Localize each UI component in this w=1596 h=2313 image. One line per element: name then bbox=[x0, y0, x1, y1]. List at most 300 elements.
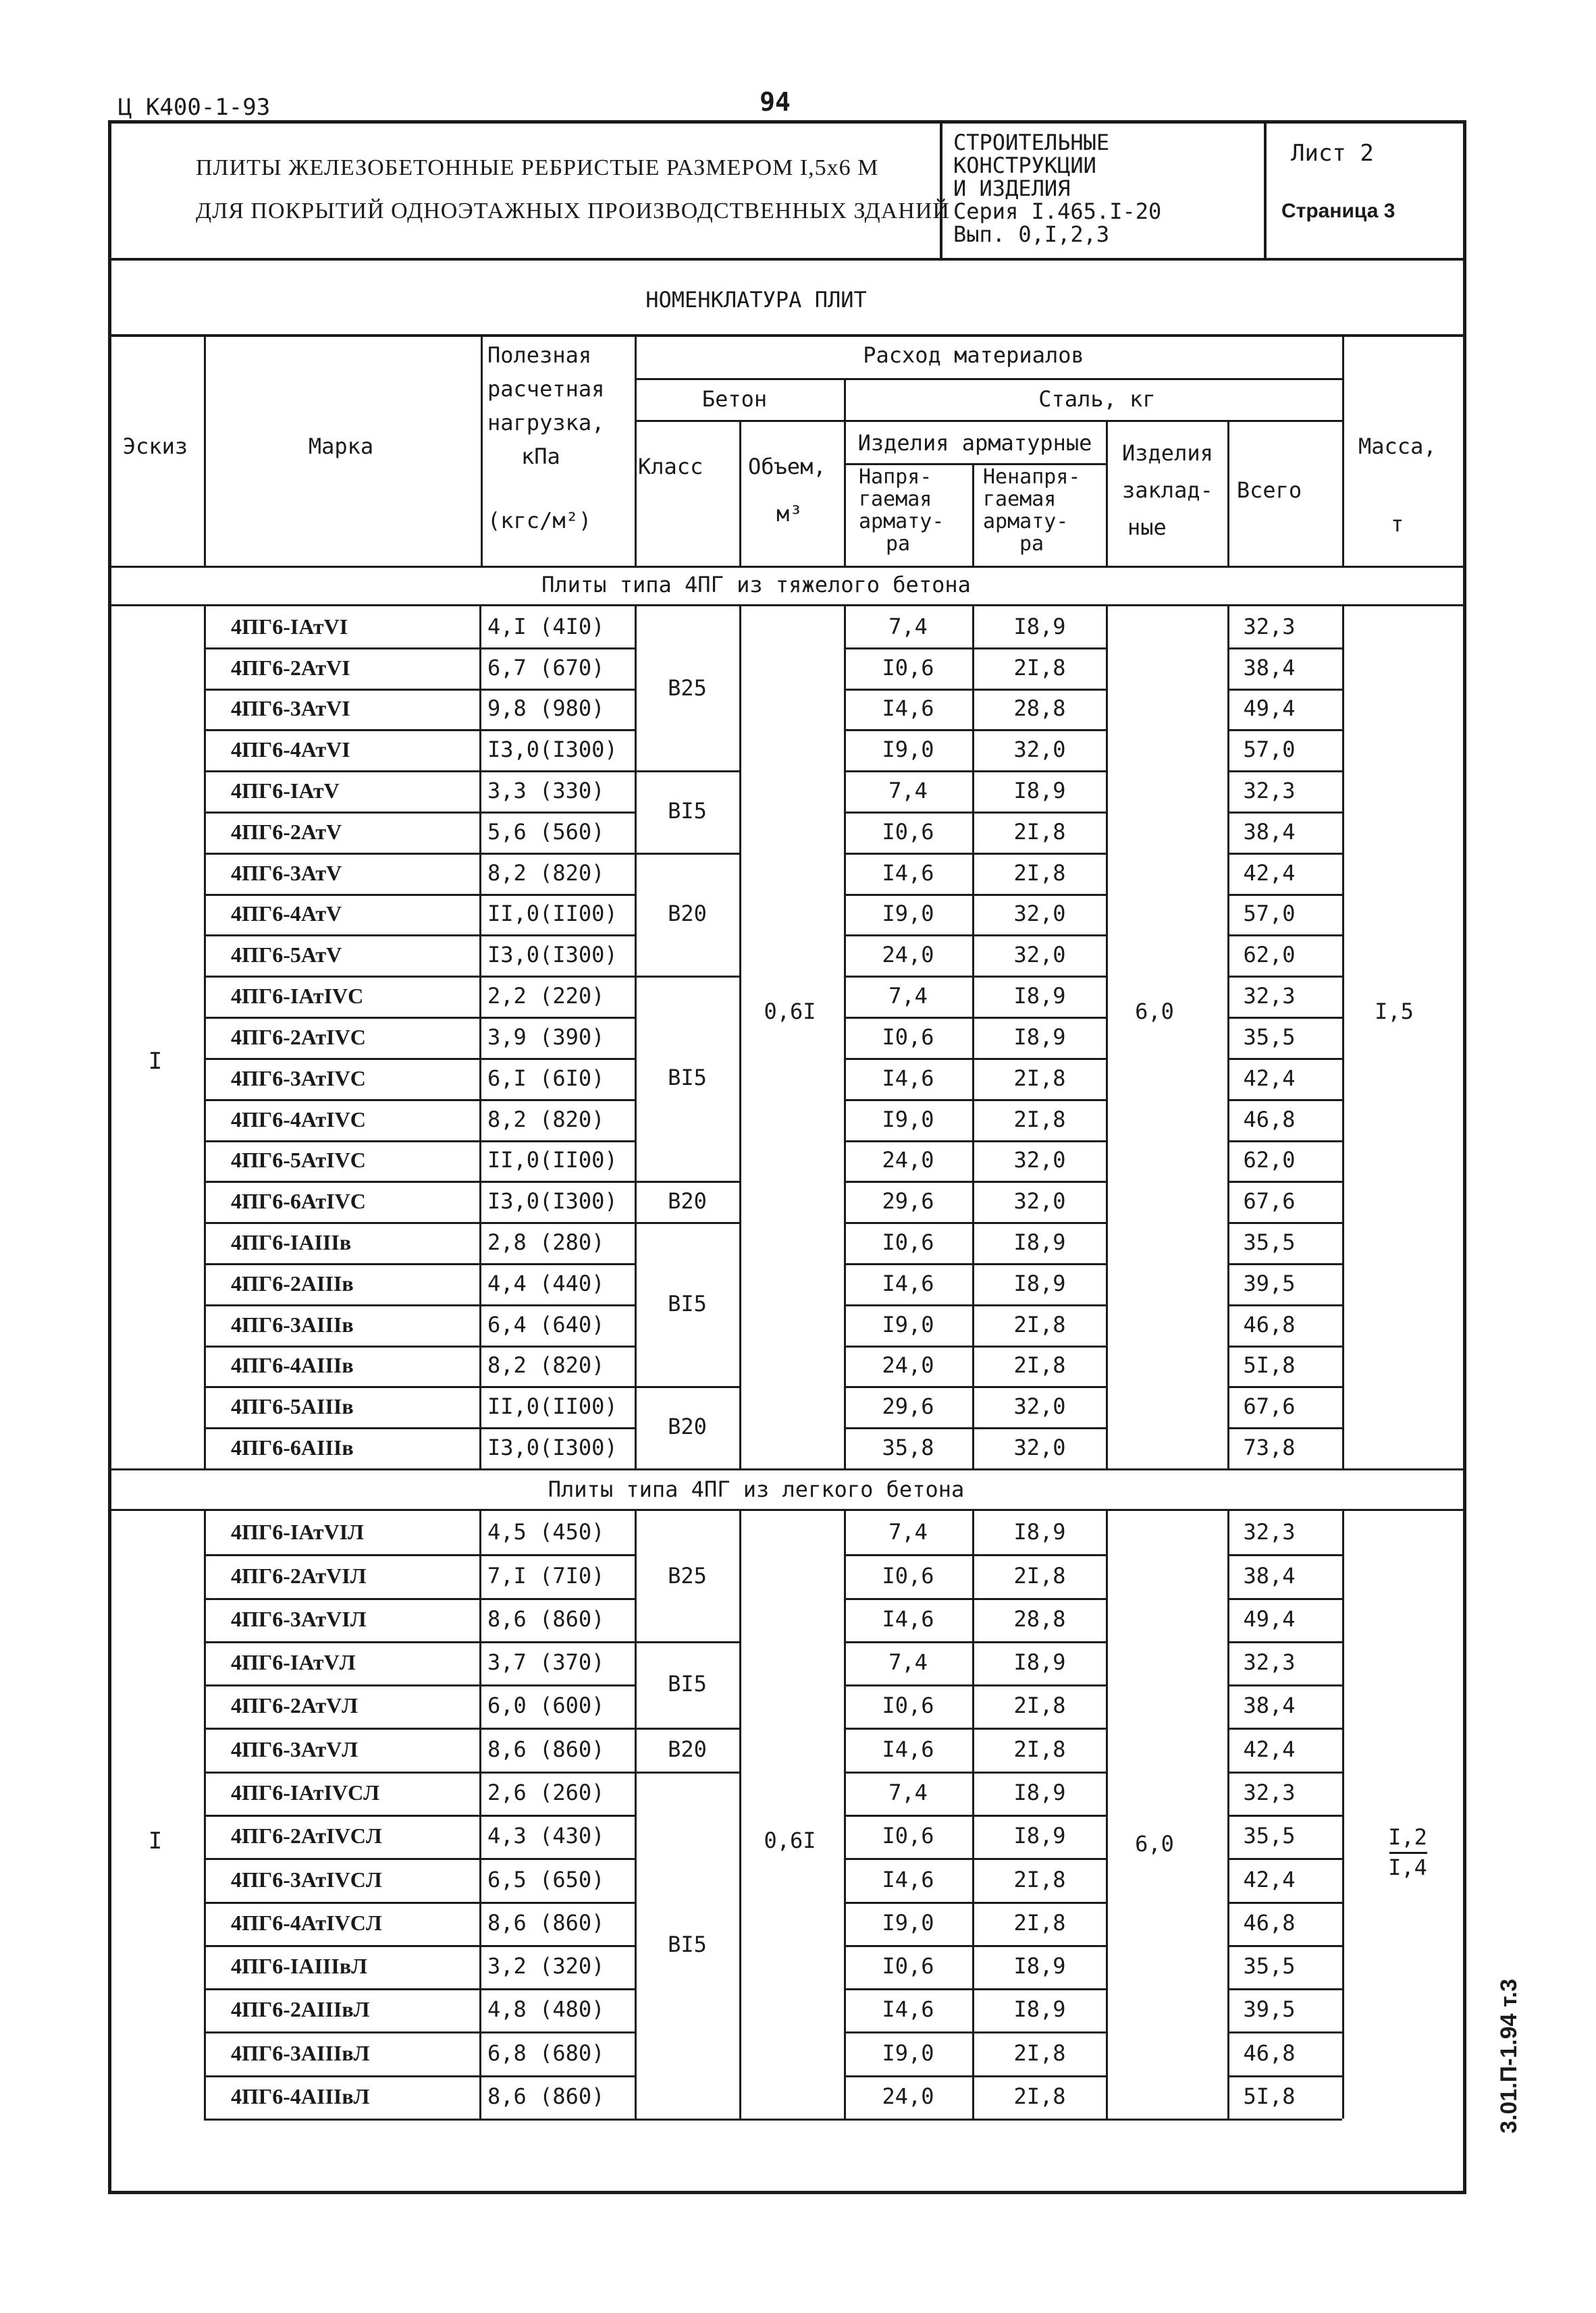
row-mark: 4ПГ6-2АтIVCЛ bbox=[231, 1824, 382, 1848]
row-total: 35,5 bbox=[1243, 1953, 1296, 1979]
row-rule-steel bbox=[844, 1772, 1106, 1774]
row-mark: 4ПГ6-2АтIVC bbox=[231, 1025, 366, 1049]
row-nonprestressed: 2I,8 bbox=[1013, 1693, 1066, 1718]
row-mark: 4ПГ6-3АIIIвЛ bbox=[231, 2041, 370, 2065]
row-rule-left bbox=[204, 1858, 635, 1860]
row-load: 4,4 (440) bbox=[487, 1271, 605, 1296]
row-rule-total bbox=[1227, 1222, 1342, 1224]
col-load-5: (кгс/м²) bbox=[487, 508, 592, 533]
section_heavy-vline-3 bbox=[972, 606, 974, 1468]
row-nonprestressed: 2I,8 bbox=[1013, 1563, 1066, 1589]
row-rule-total bbox=[1227, 934, 1342, 936]
row-rule-steel bbox=[844, 1728, 1106, 1730]
class-cell: B25 bbox=[668, 1563, 707, 1589]
title-divider-2 bbox=[1264, 120, 1267, 258]
row-mark: 4ПГ6-3АтIVC bbox=[231, 1066, 366, 1090]
row-rule-steel bbox=[844, 853, 1106, 855]
row-mark: 4ПГ6-5АтV bbox=[231, 942, 342, 967]
class-group-rule bbox=[635, 1772, 739, 1774]
section_heavy-vline-5 bbox=[1227, 606, 1229, 1468]
light-embedded: 6,0 bbox=[1135, 1831, 1174, 1857]
col-embedded-2: заклад- bbox=[1122, 477, 1213, 503]
row-load: 4,8 (480) bbox=[487, 1996, 605, 2022]
row-prestressed: I9,0 bbox=[882, 901, 934, 926]
row-prestressed: I4,6 bbox=[882, 1736, 934, 1762]
row-total: 38,4 bbox=[1243, 655, 1296, 681]
row-mark: 4ПГ6-IАтVIЛ bbox=[231, 1520, 364, 1544]
row-prestressed: I0,6 bbox=[882, 655, 934, 681]
row-rule-steel bbox=[844, 1099, 1106, 1101]
row-rule-left bbox=[204, 2075, 635, 2077]
class-cell: BI5 bbox=[668, 1291, 707, 1317]
row-prestressed: 7,4 bbox=[888, 778, 928, 803]
row-rule-left bbox=[204, 729, 635, 731]
row-prestressed: I4,6 bbox=[882, 695, 934, 721]
col-line-mass bbox=[1342, 334, 1344, 566]
col-volume-unit: м³ bbox=[776, 501, 803, 527]
heavy-sketch: I bbox=[148, 1048, 163, 1075]
row-mark: 4ПГ6-4АтVI bbox=[231, 737, 350, 762]
col-load-1: Полезная bbox=[487, 342, 592, 368]
section-heavy-title: Плиты типа 4ПГ из тяжелого бетона bbox=[541, 572, 971, 597]
row-rule-left bbox=[204, 1988, 635, 1990]
col-line-total bbox=[1227, 420, 1229, 566]
col-line-load bbox=[635, 334, 637, 566]
col-line-embedded bbox=[1106, 420, 1108, 566]
class-cell: B25 bbox=[668, 675, 707, 701]
row-rule-steel bbox=[844, 894, 1106, 896]
row-rule-left bbox=[204, 647, 635, 649]
row-prestressed: I9,0 bbox=[882, 737, 934, 762]
row-nonprestressed: I8,9 bbox=[1013, 1996, 1066, 2022]
row-rule-total bbox=[1227, 1058, 1342, 1060]
col-embedded-3: ные bbox=[1127, 514, 1167, 540]
row-rule-steel bbox=[844, 1346, 1106, 1348]
row-prestressed: 7,4 bbox=[888, 1780, 928, 1805]
row-rule-left bbox=[204, 2031, 635, 2033]
row-rule-total bbox=[1227, 1858, 1342, 1860]
row-nonprestressed: 32,0 bbox=[1013, 1188, 1066, 1214]
row-prestressed: 7,4 bbox=[888, 1519, 928, 1545]
row-nonprestressed: 2I,8 bbox=[1013, 655, 1066, 681]
light-mass-fraction-bar bbox=[1389, 1852, 1427, 1854]
row-rule-left bbox=[204, 1058, 635, 1060]
class-cell: B20 bbox=[668, 1188, 707, 1214]
row-prestressed: I0,6 bbox=[882, 1024, 934, 1050]
row-prestressed: 24,0 bbox=[882, 942, 934, 967]
row-total: 46,8 bbox=[1243, 1312, 1296, 1337]
materials-rule bbox=[635, 378, 1342, 380]
row-load: 8,6 (860) bbox=[487, 1736, 605, 1762]
row-rule-steel bbox=[844, 1945, 1106, 1947]
row-prestressed: 35,8 bbox=[882, 1435, 934, 1460]
col-pre-4: ра bbox=[886, 532, 911, 556]
row-load: 6,4 (640) bbox=[487, 1312, 605, 1337]
class-group-rule bbox=[635, 1181, 739, 1183]
row-prestressed: I0,6 bbox=[882, 1229, 934, 1255]
row-total: 32,3 bbox=[1243, 1519, 1296, 1545]
col-mass: Масса, bbox=[1358, 433, 1437, 459]
row-rule-left bbox=[204, 1598, 635, 1600]
section-line-2: КОНСТРУКЦИИ bbox=[953, 153, 1096, 178]
col-pre-3: армату- bbox=[859, 510, 945, 533]
row-rule-left bbox=[204, 1386, 635, 1388]
row-prestressed: I0,6 bbox=[882, 1693, 934, 1718]
class-cell: BI5 bbox=[668, 1065, 707, 1090]
row-mark: 4ПГ6-6АтIVC bbox=[231, 1189, 366, 1213]
row-nonprestressed: 28,8 bbox=[1013, 695, 1066, 721]
class-group-rule bbox=[635, 1641, 739, 1643]
series-label: Серия I.465.I-20 bbox=[953, 198, 1162, 224]
col-sketch: Эскиз bbox=[122, 433, 188, 459]
row-rule-total bbox=[1227, 1728, 1342, 1730]
section_heavy-vline-6 bbox=[1342, 606, 1344, 1468]
row-rule-total bbox=[1227, 729, 1342, 731]
row-total: 62,0 bbox=[1243, 1147, 1296, 1173]
row-rule-left bbox=[204, 1222, 635, 1224]
row-mark: 4ПГ6-4АтIVC bbox=[231, 1107, 366, 1132]
col-load-2: расчетная bbox=[487, 376, 605, 402]
row-mark: 4ПГ6-IАтIVC bbox=[231, 984, 364, 1008]
row-rule-left bbox=[204, 934, 635, 936]
row-total: 67,6 bbox=[1243, 1188, 1296, 1214]
row-nonprestressed: 2I,8 bbox=[1013, 2083, 1066, 2109]
row-mark: 4ПГ6-IАтVЛ bbox=[231, 1650, 356, 1674]
row-nonprestressed: 32,0 bbox=[1013, 1393, 1066, 1419]
row-rule-steel bbox=[844, 2031, 1106, 2033]
row-prestressed: I4,6 bbox=[882, 1606, 934, 1632]
row-rule-steel bbox=[844, 1263, 1106, 1265]
col-non-3: армату- bbox=[983, 510, 1069, 533]
row-prestressed: I0,6 bbox=[882, 819, 934, 845]
row-load: II,0(II00) bbox=[487, 901, 618, 926]
doc-code: Ц К400-1-93 bbox=[118, 94, 271, 121]
row-rule-steel bbox=[844, 1858, 1106, 1860]
row-load: 4,I (4I0) bbox=[487, 614, 605, 639]
row-mark: 4ПГ6-3АтIVCЛ bbox=[231, 1867, 382, 1892]
row-total: 42,4 bbox=[1243, 1065, 1296, 1091]
row-prestressed: I4,6 bbox=[882, 860, 934, 886]
row-rule-steel bbox=[844, 1988, 1106, 1990]
row-prestressed: I4,6 bbox=[882, 1996, 934, 2022]
row-rule-left bbox=[204, 1140, 635, 1142]
row-total: 32,3 bbox=[1243, 614, 1296, 639]
class-group-rule bbox=[635, 1222, 739, 1224]
row-load: I3,0(I300) bbox=[487, 737, 618, 762]
row-nonprestressed: 2I,8 bbox=[1013, 1352, 1066, 1378]
row-rule-left bbox=[204, 1181, 635, 1183]
section-light-rule bbox=[108, 1509, 1466, 1511]
row-mark: 4ПГ6-2АIIIв bbox=[231, 1271, 354, 1296]
class-group-rule bbox=[635, 976, 739, 978]
row-mark: 4ПГ6-4АIIIвЛ bbox=[231, 2084, 370, 2108]
row-prestressed: 7,4 bbox=[888, 614, 928, 639]
row-mark: 4ПГ6-IАIIIв bbox=[231, 1230, 352, 1254]
row-load: 7,I (7I0) bbox=[487, 1563, 605, 1589]
class-cell: B20 bbox=[668, 1414, 707, 1439]
row-mark: 4ПГ6-3АтVIЛ bbox=[231, 1607, 367, 1631]
row-prestressed: I0,6 bbox=[882, 1823, 934, 1849]
row-total: 42,4 bbox=[1243, 860, 1296, 886]
class-cell: B20 bbox=[668, 1736, 707, 1762]
row-nonprestressed: 32,0 bbox=[1013, 737, 1066, 762]
row-prestressed: 24,0 bbox=[882, 2083, 934, 2109]
row-mark: 4ПГ6-5АIIIв bbox=[231, 1394, 354, 1418]
row-mark: 4ПГ6-IАтVI bbox=[231, 614, 348, 639]
table-title: НОМЕНКЛАТУРА ПЛИТ bbox=[645, 287, 867, 313]
row-total: 62,0 bbox=[1243, 942, 1296, 967]
row-nonprestressed: 2I,8 bbox=[1013, 1910, 1066, 1936]
row-rule-left bbox=[204, 853, 635, 855]
row-rule-total bbox=[1227, 689, 1342, 691]
row-rule-total bbox=[1227, 1554, 1342, 1556]
row-mark: 4ПГ6-3АтVЛ bbox=[231, 1737, 358, 1761]
page-number: 94 bbox=[760, 87, 791, 117]
row-load: 2,8 (280) bbox=[487, 1229, 605, 1255]
row-nonprestressed: 32,0 bbox=[1013, 901, 1066, 926]
row-load: I3,0(I300) bbox=[487, 1435, 618, 1460]
col-total: Всего bbox=[1236, 477, 1302, 503]
section-line-1: СТРОИТЕЛЬНЫЕ bbox=[953, 130, 1110, 155]
row-nonprestressed: 32,0 bbox=[1013, 942, 1066, 967]
row-total: 49,4 bbox=[1243, 695, 1296, 721]
row-load: 8,6 (860) bbox=[487, 1606, 605, 1632]
light-mass-top: I,2 bbox=[1388, 1824, 1427, 1850]
row-nonprestressed: I8,9 bbox=[1013, 1229, 1066, 1255]
row-load: 3,3 (330) bbox=[487, 778, 605, 803]
row-rule-total bbox=[1227, 647, 1342, 649]
row-prestressed: 7,4 bbox=[888, 1649, 928, 1675]
row-prestressed: I4,6 bbox=[882, 1065, 934, 1091]
row-rule-total bbox=[1227, 1263, 1342, 1265]
col-non-1: Ненапря- bbox=[983, 465, 1081, 489]
row-rule-total bbox=[1227, 1017, 1342, 1019]
row-total: 42,4 bbox=[1243, 1867, 1296, 1892]
row-total: 67,6 bbox=[1243, 1393, 1296, 1419]
row-rule-steel bbox=[844, 1427, 1106, 1429]
row-total: 73,8 bbox=[1243, 1435, 1296, 1460]
row-nonprestressed: 2I,8 bbox=[1013, 2040, 1066, 2066]
class-cell: BI5 bbox=[668, 798, 707, 824]
row-total: 57,0 bbox=[1243, 901, 1296, 926]
row-rule-left bbox=[204, 812, 635, 814]
section_light-vline-4 bbox=[1106, 1511, 1108, 2119]
row-mark: 4ПГ6-6АIIIв bbox=[231, 1435, 354, 1460]
row-load: 3,2 (320) bbox=[487, 1953, 605, 1979]
row-rule-left bbox=[204, 1815, 635, 1817]
section_light-vline-6 bbox=[1342, 1511, 1344, 2119]
row-rule-total bbox=[1227, 812, 1342, 814]
row-prestressed: I9,0 bbox=[882, 2040, 934, 2066]
row-rule-left bbox=[204, 1017, 635, 1019]
col-line-sketch bbox=[204, 334, 206, 566]
issue-label: Вып. 0,I,2,3 bbox=[953, 221, 1110, 247]
row-mark: 4ПГ6-4АтV bbox=[231, 901, 342, 926]
title-divider-1 bbox=[940, 120, 942, 258]
section_heavy-vline-4 bbox=[1106, 606, 1108, 1468]
class-group-rule bbox=[635, 853, 739, 855]
class-cell: BI5 bbox=[668, 1932, 707, 1957]
row-rule-steel bbox=[844, 1058, 1106, 1060]
row-rule-steel bbox=[844, 1598, 1106, 1600]
row-nonprestressed: 2I,8 bbox=[1013, 1736, 1066, 1762]
title-line-1: ПЛИТЫ ЖЕЛЕЗОБЕТОННЫЕ РЕБРИСТЫЕ РАЗМЕРОМ I,5х6 М bbox=[196, 155, 879, 180]
row-total: 39,5 bbox=[1243, 1271, 1296, 1296]
row-nonprestressed: I8,9 bbox=[1013, 1024, 1066, 1050]
row-total: 38,4 bbox=[1243, 819, 1296, 845]
row-mark: 4ПГ6-IАтIVCЛ bbox=[231, 1780, 380, 1805]
row-rule-steel bbox=[844, 1017, 1106, 1019]
row-total: 5I,8 bbox=[1243, 1352, 1296, 1378]
row-nonprestressed: I8,9 bbox=[1013, 1271, 1066, 1296]
col-rebar: Изделия арматурные bbox=[857, 430, 1092, 456]
section-line-3: И ИЗДЕЛИЯ bbox=[953, 176, 1071, 201]
row-rule-left bbox=[204, 1728, 635, 1730]
section_heavy-vline-0 bbox=[204, 606, 206, 1468]
col-load-4: кПа bbox=[521, 444, 560, 469]
heavy-embedded: 6,0 bbox=[1135, 999, 1174, 1024]
row-load: 8,2 (820) bbox=[487, 860, 605, 886]
row-prestressed: I0,6 bbox=[882, 1953, 934, 1979]
col-line-nonpre bbox=[972, 463, 974, 566]
row-rule-total bbox=[1227, 1304, 1342, 1306]
row-rule-left bbox=[204, 1554, 635, 1556]
row-rule-left bbox=[204, 976, 635, 978]
row-load: 6,7 (670) bbox=[487, 655, 605, 681]
row-nonprestressed: I8,9 bbox=[1013, 983, 1066, 1009]
row-mark: 4ПГ6-2АтVIЛ bbox=[231, 1564, 367, 1588]
row-total: 49,4 bbox=[1243, 1606, 1296, 1632]
class-cell: BI5 bbox=[668, 1671, 707, 1697]
class-group-rule bbox=[635, 1386, 739, 1388]
table-top-rule bbox=[108, 334, 1466, 337]
col-class: Класс bbox=[638, 454, 703, 479]
row-rule-steel bbox=[844, 1815, 1106, 1817]
row-load: 6,8 (680) bbox=[487, 2040, 605, 2066]
row-rule-steel bbox=[844, 729, 1106, 731]
light-volume: 0,6I bbox=[764, 1828, 816, 1853]
row-load: II,0(II00) bbox=[487, 1147, 618, 1173]
row-rule-steel bbox=[844, 1140, 1106, 1142]
row-load: 4,5 (450) bbox=[487, 1519, 605, 1545]
row-mark: 4ПГ6-3АIIIв bbox=[231, 1312, 354, 1337]
row-rule-left bbox=[204, 770, 635, 772]
row-rule-total bbox=[1227, 1815, 1342, 1817]
class-group-rule bbox=[635, 770, 739, 772]
row-load: 3,7 (370) bbox=[487, 1649, 605, 1675]
heavy-mass: I,5 bbox=[1375, 999, 1414, 1024]
section-heavy-rule bbox=[108, 604, 1466, 606]
row-load: 3,9 (390) bbox=[487, 1024, 605, 1050]
row-mark: 4ПГ6-2АIIIвЛ bbox=[231, 1997, 370, 2021]
row-rule-left bbox=[204, 1902, 635, 1904]
row-load: 6,5 (650) bbox=[487, 1867, 605, 1892]
row-total: 46,8 bbox=[1243, 1910, 1296, 1936]
row-rule-left bbox=[204, 1772, 635, 1774]
row-rule-left bbox=[204, 1945, 635, 1947]
row-rule-total bbox=[1227, 1598, 1342, 1600]
row-load: II,0(II00) bbox=[487, 1393, 618, 1419]
col-non-4: ра bbox=[1019, 532, 1044, 556]
col-volume: Объем, bbox=[748, 454, 826, 479]
row-rule-total bbox=[1227, 1181, 1342, 1183]
row-load: 2,6 (260) bbox=[487, 1780, 605, 1805]
row-nonprestressed: 2I,8 bbox=[1013, 819, 1066, 845]
row-nonprestressed: I8,9 bbox=[1013, 1823, 1066, 1849]
row-rule-total bbox=[1227, 770, 1342, 772]
row-total: 57,0 bbox=[1243, 737, 1296, 762]
row-rule-steel bbox=[844, 1222, 1106, 1224]
row-rule-left bbox=[204, 1684, 635, 1686]
row-nonprestressed: I8,9 bbox=[1013, 1780, 1066, 1805]
row-nonprestressed: 32,0 bbox=[1013, 1147, 1066, 1173]
col-line-class bbox=[739, 420, 741, 566]
row-rule-total bbox=[1227, 1641, 1342, 1643]
row-nonprestressed: 2I,8 bbox=[1013, 1867, 1066, 1892]
section_heavy-vline-1 bbox=[739, 606, 741, 1468]
row-prestressed: 24,0 bbox=[882, 1352, 934, 1378]
side-code: 3.01.П-1.94 т.3 bbox=[1496, 1978, 1522, 2133]
header-bottom-rule bbox=[108, 566, 1466, 568]
col-pre-2: гаемая bbox=[859, 487, 932, 511]
row-rule-total bbox=[1227, 1099, 1342, 1101]
row-mark: 4ПГ6-2АтVЛ bbox=[231, 1693, 358, 1718]
col-mark: Марка bbox=[308, 433, 374, 459]
row-rule-total bbox=[1227, 2075, 1342, 2077]
col-load-3: нагрузка, bbox=[487, 410, 605, 435]
row-rule-total bbox=[1227, 894, 1342, 896]
row-prestressed: 7,4 bbox=[888, 983, 928, 1009]
sheet-label: Лист 2 bbox=[1291, 140, 1374, 167]
section-light-top-rule bbox=[108, 1468, 1466, 1470]
section_light-vline-1 bbox=[739, 1511, 741, 2119]
section_heavy-vline-load-1 bbox=[635, 606, 637, 1468]
row-rule-total bbox=[1227, 1902, 1342, 1904]
row-rule-steel bbox=[844, 2075, 1106, 2077]
row-load: I3,0(I300) bbox=[487, 942, 618, 967]
row-prestressed: I4,6 bbox=[882, 1271, 934, 1296]
row-load: 8,2 (820) bbox=[487, 1107, 605, 1132]
row-mark: 4ПГ6-3АтV bbox=[231, 861, 342, 885]
row-rule-steel bbox=[844, 812, 1106, 814]
row-prestressed: 29,6 bbox=[882, 1393, 934, 1419]
row-rule-steel bbox=[844, 1304, 1106, 1306]
row-rule-total bbox=[1227, 1988, 1342, 1990]
col-materials: Расход материалов bbox=[863, 342, 1084, 368]
row-total: 35,5 bbox=[1243, 1823, 1296, 1849]
section_heavy-vline-load-0 bbox=[479, 606, 481, 1468]
row-rule-steel bbox=[844, 1902, 1106, 1904]
row-load: 9,8 (980) bbox=[487, 695, 605, 721]
row-total: 46,8 bbox=[1243, 1107, 1296, 1132]
row-prestressed: I9,0 bbox=[882, 1910, 934, 1936]
row-nonprestressed: 32,0 bbox=[1013, 1435, 1066, 1460]
row-load: 8,6 (860) bbox=[487, 2083, 605, 2109]
row-rule-total bbox=[1227, 2031, 1342, 2033]
row-load: 8,6 (860) bbox=[487, 1910, 605, 1936]
row-rule-total bbox=[1227, 1945, 1342, 1947]
row-rule-total bbox=[1227, 1684, 1342, 1686]
row-rule-total bbox=[1227, 1386, 1342, 1388]
row-rule-steel bbox=[844, 1641, 1106, 1643]
row-nonprestressed: 2I,8 bbox=[1013, 1107, 1066, 1132]
light-mass-bottom: I,4 bbox=[1388, 1855, 1427, 1880]
row-rule-total bbox=[1227, 1346, 1342, 1348]
row-rule-steel bbox=[844, 647, 1106, 649]
row-nonprestressed: I8,9 bbox=[1013, 1519, 1066, 1545]
section-light-title: Плиты типа 4ПГ из легкого бетона bbox=[548, 1477, 965, 1502]
section_heavy-vline-2 bbox=[844, 606, 846, 1468]
